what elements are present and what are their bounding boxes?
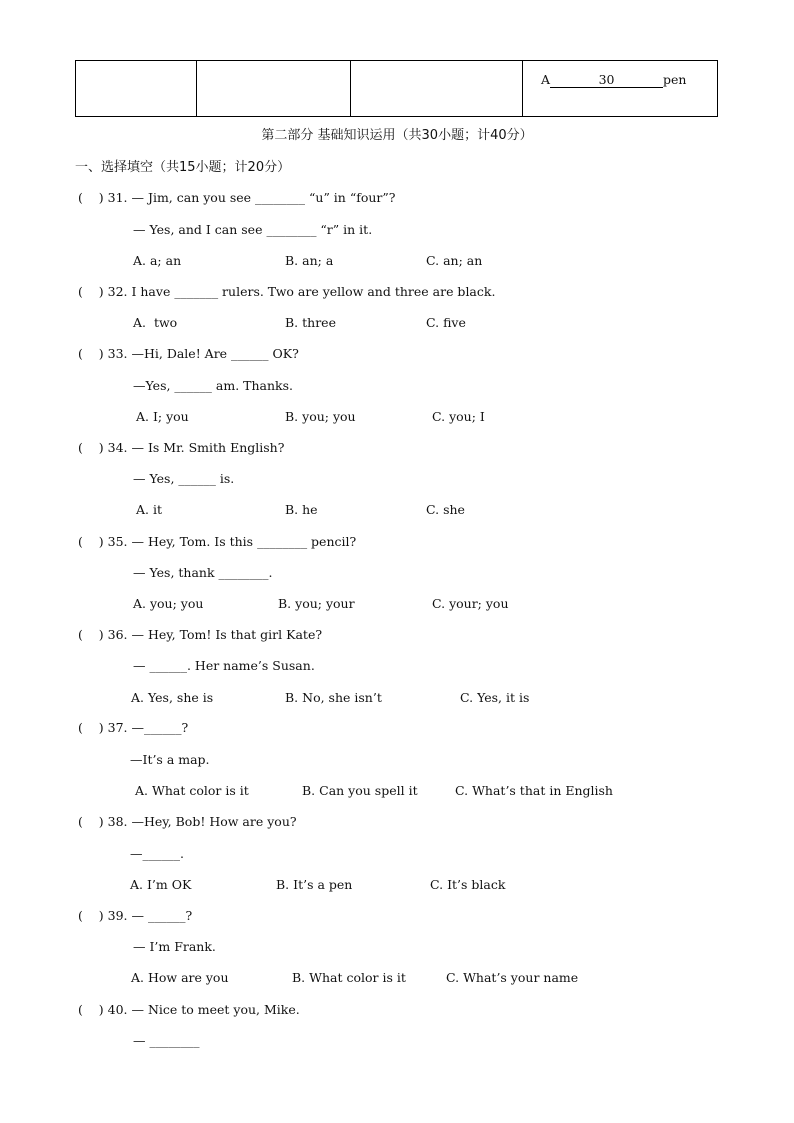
question-32-option-c: C. five — [426, 315, 466, 330]
answer-table-cell-3 — [351, 61, 523, 116]
question-36-option-c: C. Yes, it is — [460, 690, 530, 705]
question-33-second-line: —Yes, ______ am. Thanks. — [133, 378, 294, 393]
question-37-second-line: —It’s a map. — [130, 752, 210, 767]
question-36: ( ) 36. — Hey, Tom! Is that girl Kate? — [78, 627, 323, 642]
question-35: ( ) 35. — Hey, Tom. Is this ________ pencil? — [78, 534, 357, 549]
question-38-second-line: —______. — [130, 846, 184, 861]
question-38-option-a: A. I’m OK — [130, 877, 192, 892]
question-31: ( ) 31. — Jim, can you see ________ “u” in “four”? — [78, 190, 396, 205]
question-36-option-a: A. Yes, she is — [131, 690, 214, 705]
answer-table-cell-4 — [523, 61, 717, 116]
question-34-option-b: B. he — [285, 502, 318, 517]
answer-table-cell-2 — [197, 61, 351, 116]
part-heading: 一、选择填空（共15小题；计20分） — [75, 160, 291, 175]
question-32-option-a: A. two — [133, 315, 178, 330]
question-31-option-b: B. an; a — [285, 253, 334, 268]
answer-blank: 30 — [550, 72, 663, 88]
question-39-option-c: C. What’s your name — [446, 970, 579, 985]
question-37-option-a: A. What color is it — [135, 783, 249, 798]
answer-table — [75, 60, 718, 117]
question-40: ( ) 40. — Nice to meet you, Mike. — [78, 1002, 300, 1017]
question-34-option-c: C. she — [426, 502, 465, 517]
answer-prefix: A — [541, 72, 551, 87]
question-31-option-a: A. a; an — [133, 253, 182, 268]
question-34: ( ) 34. — Is Mr. Smith English? — [78, 440, 285, 455]
question-34-option-a: A. it — [136, 502, 162, 517]
question-33-option-b: B. you; you — [285, 409, 356, 424]
question-38: ( ) 38. —Hey, Bob! How are you? — [78, 814, 297, 829]
question-32-option-b: B. three — [285, 315, 336, 330]
question-35-option-c: C. your; you — [432, 596, 509, 611]
question-39-second-line: — I’m Frank. — [133, 939, 216, 954]
question-35-option-a: A. you; you — [133, 596, 204, 611]
question-31-second-line: — Yes, and I can see ________ “r” in it. — [133, 222, 373, 237]
answer-table-cell-1 — [76, 61, 197, 116]
question-36-second-line: — ______. Her name’s Susan. — [133, 658, 315, 673]
question-32: ( ) 32. I have _______ rulers. Two are yellow and three are black. — [78, 284, 496, 299]
question-33-option-a: A. I; you — [136, 409, 189, 424]
question-33: ( ) 33. —Hi, Dale! Are ______ OK? — [78, 346, 299, 361]
question-37: ( ) 37. —______? — [78, 720, 189, 735]
answer-row — [541, 72, 686, 88]
question-33-option-c: C. you; I — [432, 409, 485, 424]
answer-suffix: pen — [663, 72, 687, 87]
question-40-second-line: — ________ — [133, 1033, 200, 1048]
question-39-option-a: A. How are you — [131, 970, 229, 985]
question-38-option-b: B. It’s a pen — [276, 877, 353, 892]
question-35-option-b: B. you; your — [278, 596, 355, 611]
section-title: 第二部分 基础知识运用（共30小题；计40分） — [261, 128, 533, 143]
question-36-option-b: B. No, she isn’t — [285, 690, 382, 705]
question-31-option-c: C. an; an — [426, 253, 483, 268]
question-35-second-line: — Yes, thank ________. — [133, 565, 273, 580]
question-34-second-line: — Yes, ______ is. — [133, 471, 235, 486]
question-39-option-b: B. What color is it — [292, 970, 406, 985]
question-39: ( ) 39. — ______? — [78, 908, 193, 923]
question-37-option-b: B. Can you spell it — [302, 783, 418, 798]
question-38-option-c: C. It’s black — [430, 877, 506, 892]
question-37-option-c: C. What’s that in English — [455, 783, 613, 798]
